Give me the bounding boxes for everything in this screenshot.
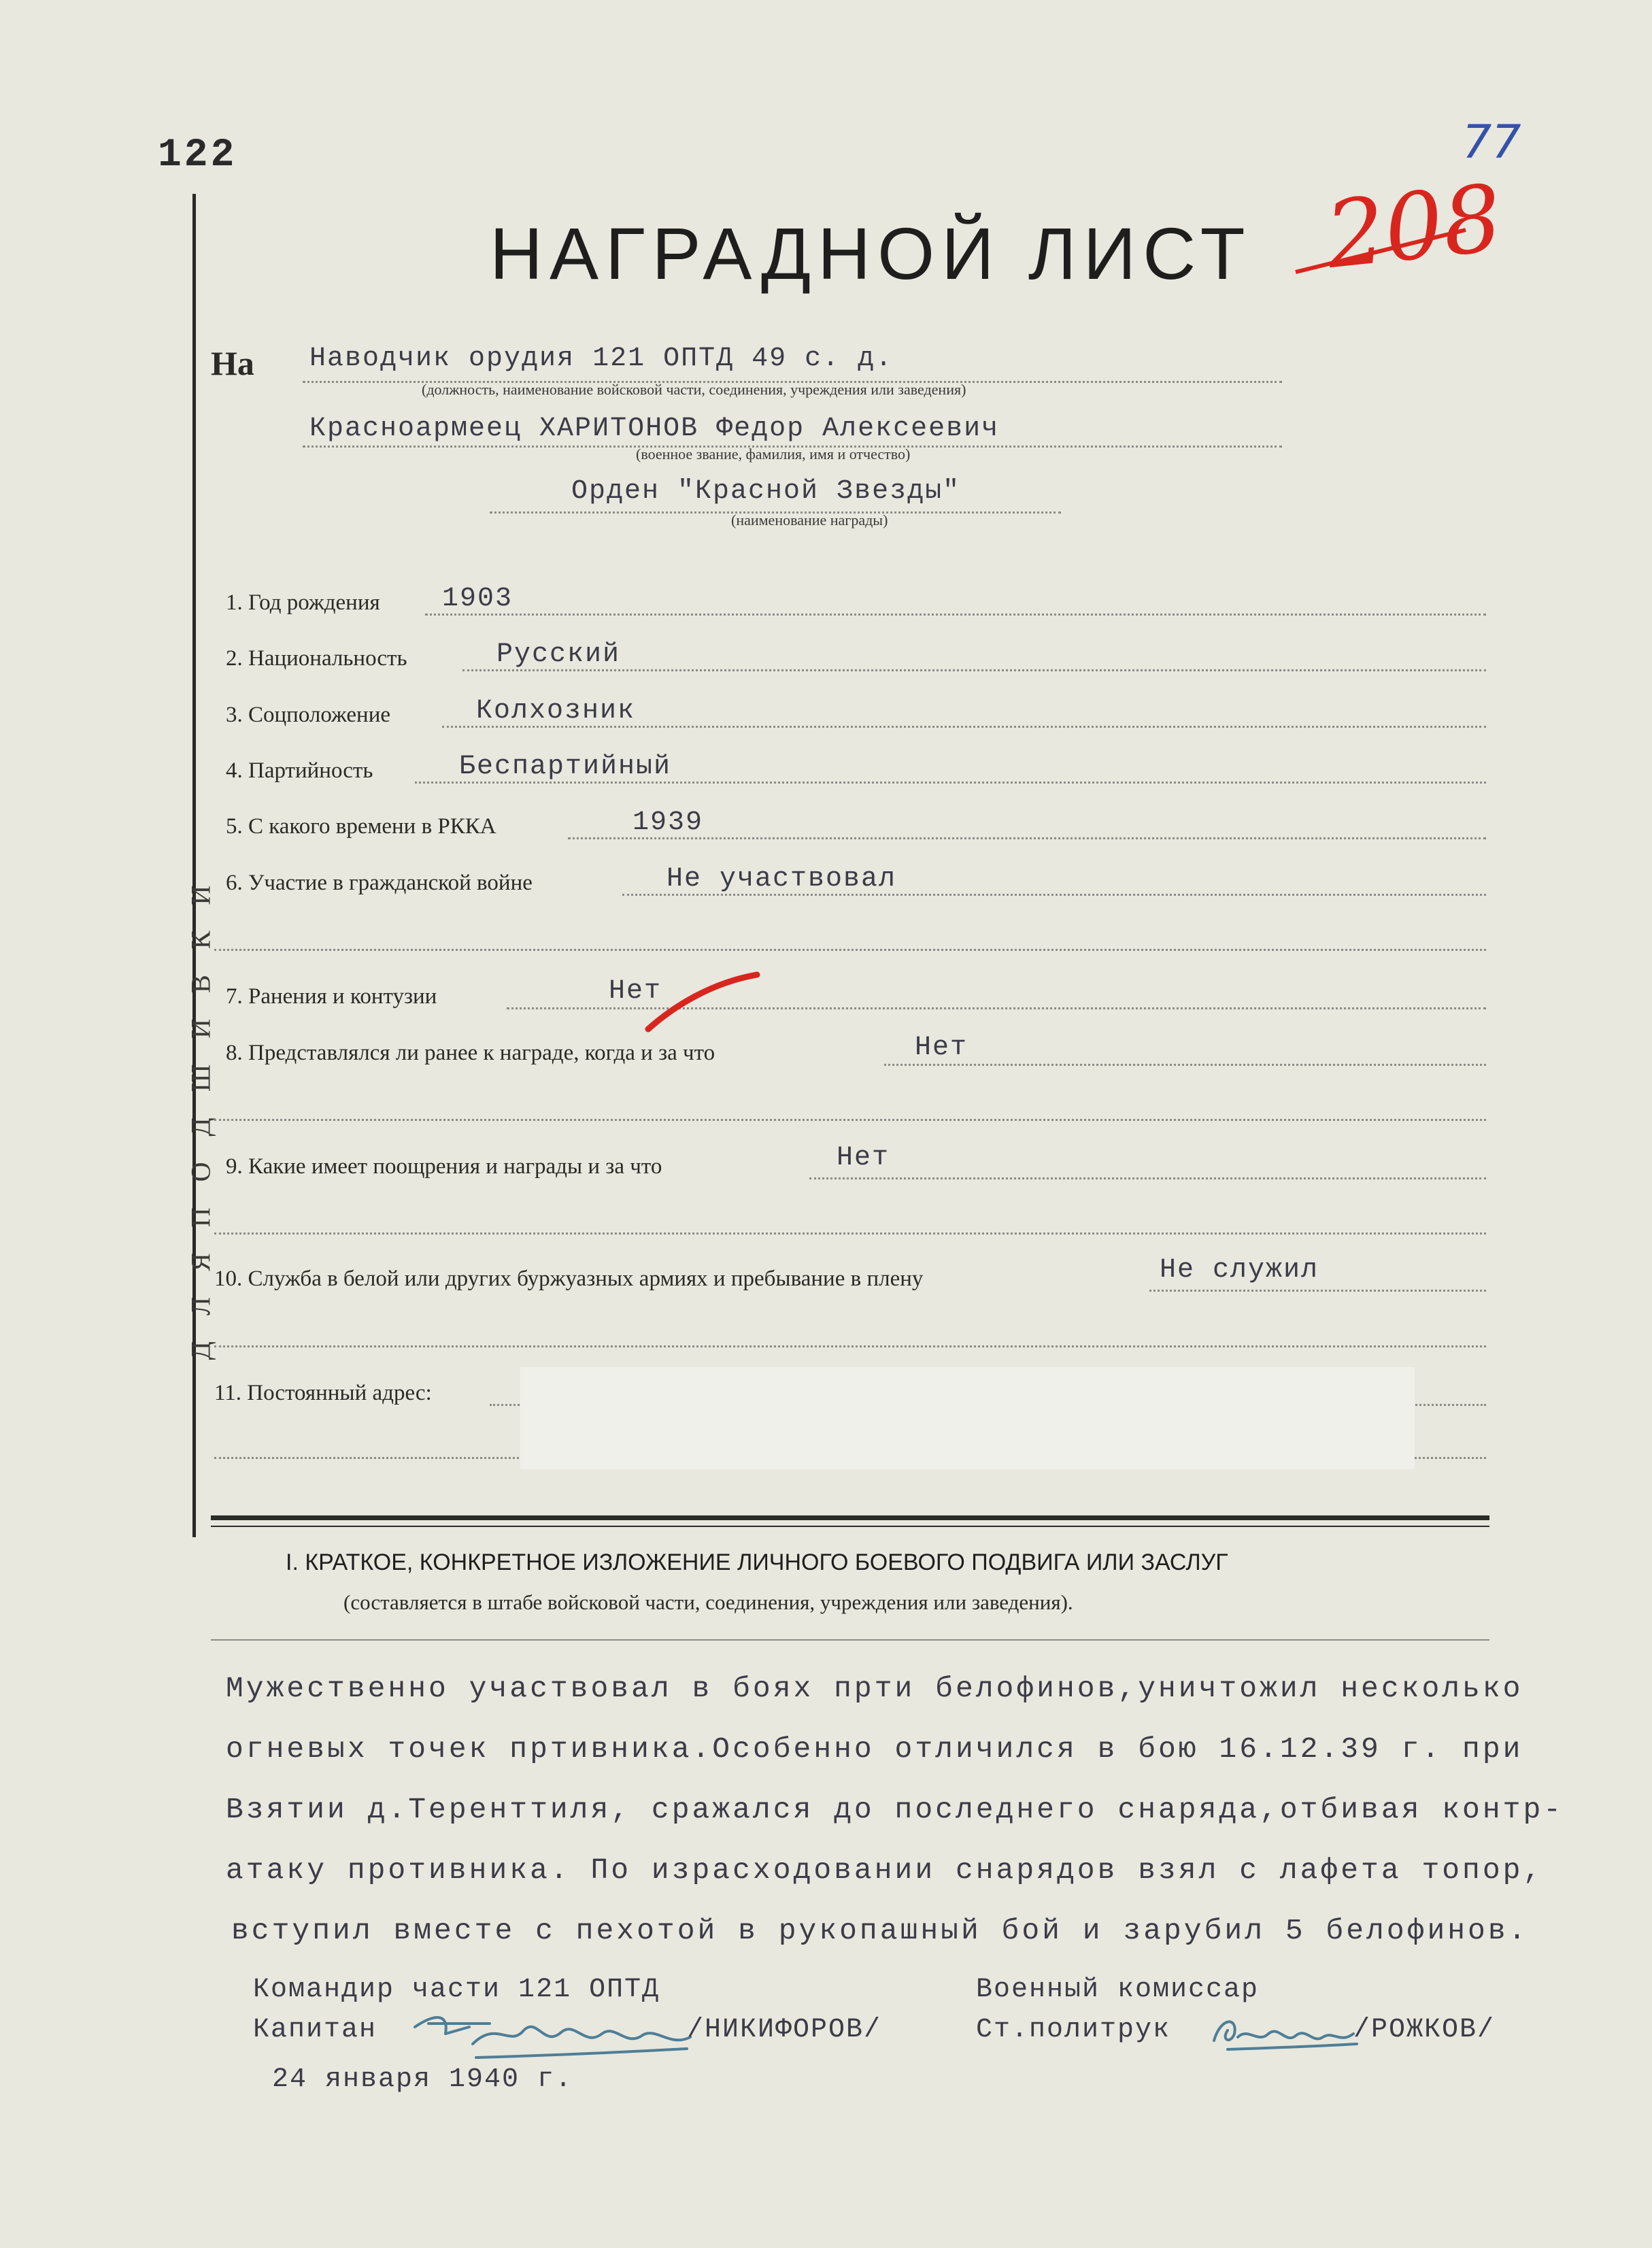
archive-number: 208 (1321, 164, 1507, 290)
field-birth-year-value: 1903 (442, 584, 513, 614)
narrative-line: атаку противника. По израсходовании снарядов взял с лафета топор, (226, 1853, 1544, 1887)
archive-number-strike (1292, 224, 1469, 279)
section-divider-thick (211, 1515, 1489, 1520)
field-civil-war-value: Не участвовал (667, 864, 897, 894)
field-civil-war-label: 6. Участие в гражданской войне (226, 871, 533, 895)
commander-rank: Капитан (253, 2015, 377, 2045)
address-redaction (520, 1367, 1415, 1469)
field-previous-award-line (884, 1064, 1486, 1066)
field-incentives-line-2 (214, 1232, 1486, 1235)
field-rkka-since-value: 1939 (633, 807, 704, 838)
position-value: Наводчик орудия 121 ОПТД 49 с. д. (309, 343, 894, 374)
field-white-army-line (1149, 1290, 1486, 1292)
field-previous-award-line-2 (214, 1119, 1486, 1121)
field-nationality-value: Русский (496, 639, 621, 670)
field-civil-war-line-2 (214, 949, 1486, 951)
field-white-army-value: Не служил (1160, 1255, 1319, 1286)
field-party-label: 4. Партийность (226, 758, 373, 783)
narrative-line: Взятии д.Теренттиля, сражался до последнего снаряда,отбивая контр- (226, 1793, 1564, 1826)
field-white-army-label: 10. Служба в белой или других буржуазных армиях и пребывание в плену (214, 1266, 924, 1291)
commander-signature (408, 2007, 701, 2068)
field-white-army-line-2 (214, 1345, 1486, 1347)
soldier-name: Красноармеец ХАРИТОНОВ Федор Алексеевич (309, 414, 1000, 444)
field-nationality-label: 2. Национальность (226, 646, 407, 671)
commissar-title: Военный комиссар (976, 1975, 1260, 2005)
section-heading: I. КРАТКОЕ, КОНКРЕТНОЕ ИЗЛОЖЕНИЕ ЛИЧНОГО БОЕВОГО ПОДВИГА ИЛИ ЗАСЛУГ (286, 1549, 1228, 1575)
field-incentives-value: Нет (837, 1143, 890, 1173)
field-previous-award-value: Нет (915, 1033, 968, 1063)
field-birth-year-line (425, 614, 1486, 616)
field-party-value: Беспартийный (459, 752, 672, 782)
document-date: 24 января 1940 г. (272, 2064, 573, 2095)
field-wounds-label: 7. Ранения и контузии (226, 984, 437, 1009)
commissar-rank: Ст.политрук (976, 2015, 1171, 2045)
page-number: 122 (158, 133, 237, 178)
field-birth-year-label: 1. Год рождения (226, 590, 380, 615)
award-caption: (наименование награды) (731, 511, 888, 529)
award-name: Орден "Красной Звезды" (571, 476, 961, 507)
field-rkka-since-line (568, 837, 1486, 839)
field-rkka-since-label: 5. С какого времени в РККА (226, 814, 496, 839)
header-na-prefix: На (211, 344, 254, 382)
binding-margin-label: Д Л Я П О Д Ш И В К И (185, 875, 216, 1360)
section-subheading-rule (211, 1639, 1489, 1641)
name-caption: (военное звание, фамилия, имя и отчество) (636, 446, 911, 463)
archive-number-corrected: 77 (1462, 116, 1521, 169)
section-subheading: (составляется в штабе войсковой части, соединения, учреждения или заведения). (343, 1590, 1073, 1614)
field-social-status-label: 3. Соцположение (226, 703, 391, 727)
commander-name: /НИКИФОРОВ/ (687, 2015, 882, 2045)
field-address-label: 11. Постоянный адрес: (214, 1381, 432, 1405)
section-divider-thin (211, 1526, 1489, 1527)
narrative-line: Мужественно участвовал в боях прти белофинов,уничтожил несколько (226, 1672, 1523, 1705)
field-previous-award-label: 8. Представлялся ли ранее к награде, когда и за что (226, 1041, 715, 1065)
commissar-signature (1207, 2010, 1364, 2058)
narrative-line: огневых точек пртивника.Особенно отличился в бою 16.12.39 г. при (226, 1732, 1523, 1766)
commissar-name: /РОЖКОВ/ (1353, 2015, 1496, 2045)
field-incentives-line (809, 1177, 1486, 1179)
narrative-line: вступил вместе с пехотой в рукопашный бой и зарубил 5 белофинов. (231, 1914, 1529, 1947)
field-incentives-label: 9. Какие имеет поощрения и награды и за что (226, 1154, 662, 1179)
page-title: НАГРАДНОЙ ЛИСТ (490, 212, 1252, 295)
field-wounds-value: Нет (609, 976, 662, 1007)
commander-title: Командир части 121 ОПТД (253, 1975, 660, 2005)
field-social-status-value: Колхозник (476, 696, 636, 726)
red-check-mark (643, 969, 762, 1034)
position-caption: (должность, наименование войсковой части, соединения, учреждения или заведения) (422, 381, 966, 398)
